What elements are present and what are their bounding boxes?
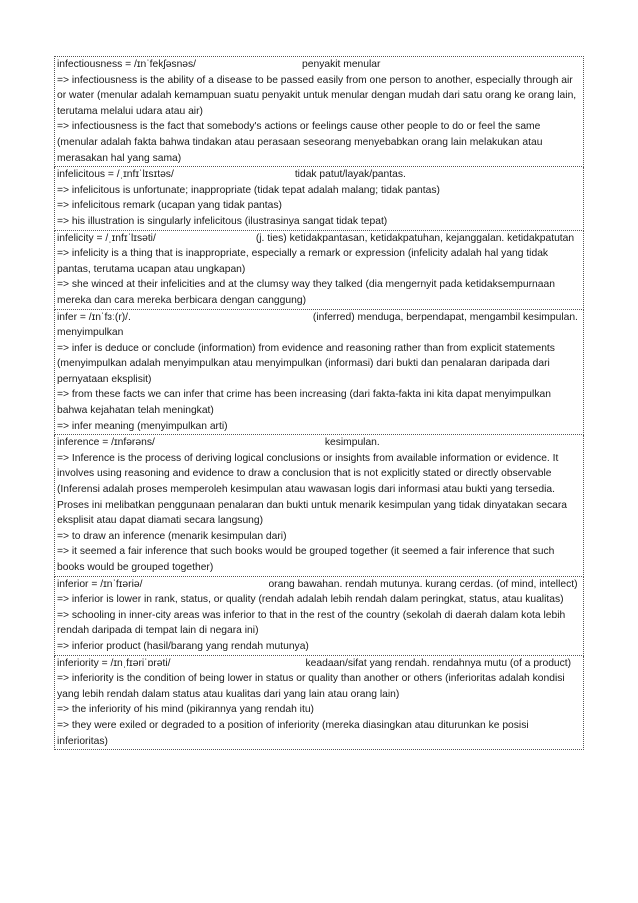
definition-line: => infer is deduce or conclude (information) from evidence and reasoning rather than from explicit statements (menyimpulkan adalah menyimpulkan atau menyimpulkan (informasi) dari bukti dan penalaran daripada dari pernyataan eksplisit) — [57, 342, 555, 385]
headword: infectiousness = /ɪnˈfekʃəsnəs/ — [57, 59, 197, 70]
definition-line: => inferior is lower in rank, status, or quality (rendah adalah lebih rendah dalam peringkat, status, atau kualitas) — [57, 594, 564, 606]
entry-head — [57, 167, 581, 183]
translation: tidak patut/layak/pantas. — [294, 169, 406, 181]
translation: (inferred) menduga, berpendapat, mengambil kesimpulan. menyimpulkan — [57, 311, 578, 339]
translation: (j. ties) ketidakpantasan, ketidakpatuhan, kejanggalan. ketidakpatutan — [255, 232, 575, 244]
entry-infelicitous — [54, 167, 584, 230]
definition-line: => they were exiled or degraded to a position of inferiority (mereka diasingkan atau diturunkan ke posisi inferioritas) — [57, 719, 529, 747]
definition-line: => infelicitous is unfortunate; inappropriate (tidak tepat adalah malang; tidak pantas) — [57, 184, 440, 196]
definition-line: => infelicity is a thing that is inappropriate, especially a remark or expression (infelicity adalah hal yang tidak pantas, terutama ucapan atau ungkapan) — [57, 248, 549, 275]
definition-line: => infectiousness is the ability of a disease to be passed easily from one person to another, especially through air or water (menular adalah kemampuan suatu penyakit untuk menular dengan mudah dari satu orang ke orang lain, terutama melalui udara atau air) — [57, 74, 577, 117]
definition-line: => it seemed a fair inference that such books would be grouped together (it seemed a fair inference that such books would be grouped together) — [57, 546, 555, 573]
headword: infelicitous = /ˌɪnfɪˈlɪsɪtəs/ — [57, 169, 174, 181]
definition-line: => the inferiority of his mind (pikirannya yang rendah itu) — [57, 704, 314, 716]
entry-head — [57, 310, 581, 341]
entry-infelicity — [54, 231, 584, 310]
definition-line: => inferior product (hasil/barang yang rendah mutunya) — [57, 640, 309, 652]
entry-inference — [54, 435, 584, 576]
translation: penyakit menular — [302, 59, 381, 70]
headword: infelicity = /ˌɪnfɪˈlɪsəti/ — [57, 232, 156, 244]
entry-head — [57, 57, 581, 73]
definition-line: => to draw an inference (menarik kesimpulan dari) — [57, 530, 287, 542]
entry-head — [57, 656, 581, 672]
entry-infer — [54, 310, 584, 436]
translation: kesimpulan. — [324, 437, 380, 449]
definition-line: => Inference is the process of deriving logical conclusions or insights from available information or evidence. It involves using reasoning and evidence to draw a conclusion that is not explicitly stated or directly observable (Inferensi adalah proses memperoleh kesimpulan atau wawasan logis dari informasi atau bukti yang tersedia. Proses ini melibatkan penggunaan penalaran dan bukti untuk menarik kesimpulan yang tidak dinyatakan secara eksplisit atau dapat diamati secara langsung) — [57, 452, 568, 527]
translation: orang bawahan. rendah mutunya. kurang cerdas. (of mind, intellect) — [268, 578, 578, 590]
definition-line: => she winced at their infelicities and at the clumsy way they talked (dia mengernyit pada ketidaksempurnaan mereka dan cara mereka berbicara dengan canggung) — [57, 279, 555, 306]
definition-line: => schooling in inner-city areas was inferior to that in the rest of the country (sekolah di daerah dalam kota lebih rendah daripada di tempat lain di negara ini) — [57, 609, 566, 637]
translation: keadaan/sifat yang rendah. rendahnya mutu (of a product) — [305, 657, 572, 669]
entry-inferior — [54, 577, 584, 656]
definition-line: => from these facts we can infer that crime has been increasing (dari fakta-fakta ini kita dapat menyimpulkan bahwa kejahatan telah meningkat) — [57, 389, 551, 417]
headword: infer = /ɪnˈfɜː(r)/. — [57, 311, 131, 323]
entry-head — [57, 577, 581, 593]
entry-head — [57, 231, 581, 247]
headword: inferior = /ɪnˈfɪəriə/ — [57, 578, 143, 590]
definition-line: => his illustration is singularly infelicitous (ilustrasinya sangat tidak tepat) — [57, 215, 388, 227]
definition-line: => inferiority is the condition of being lower in status or quality than another or others (inferioritas adalah kondisi yang lebih rendah dalam status atau kualitas dari yang lain atau orang lain) — [57, 673, 565, 700]
entry-infectiousness — [54, 56, 584, 167]
definition-line: => infectiousness is the fact that somebody's actions or feelings cause other people to do or feel the same (menular adalah fakta bahwa tindakan atau perasaan seseorang menyebabkan orang lain melakukan atau merasakan hal yang sama) — [57, 121, 543, 164]
entry-head — [57, 435, 581, 451]
entry-inferiority — [54, 656, 584, 751]
definition-line: => infelicitous remark (ucapan yang tidak pantas) — [57, 200, 282, 212]
headword: inferiority = /ɪnˌfɪəriˈɒrəti/ — [57, 657, 171, 669]
dictionary-document — [54, 56, 584, 750]
headword: inference = /ɪnfərəns/ — [57, 437, 155, 449]
definition-line: => infer meaning (menyimpulkan arti) — [57, 420, 228, 432]
